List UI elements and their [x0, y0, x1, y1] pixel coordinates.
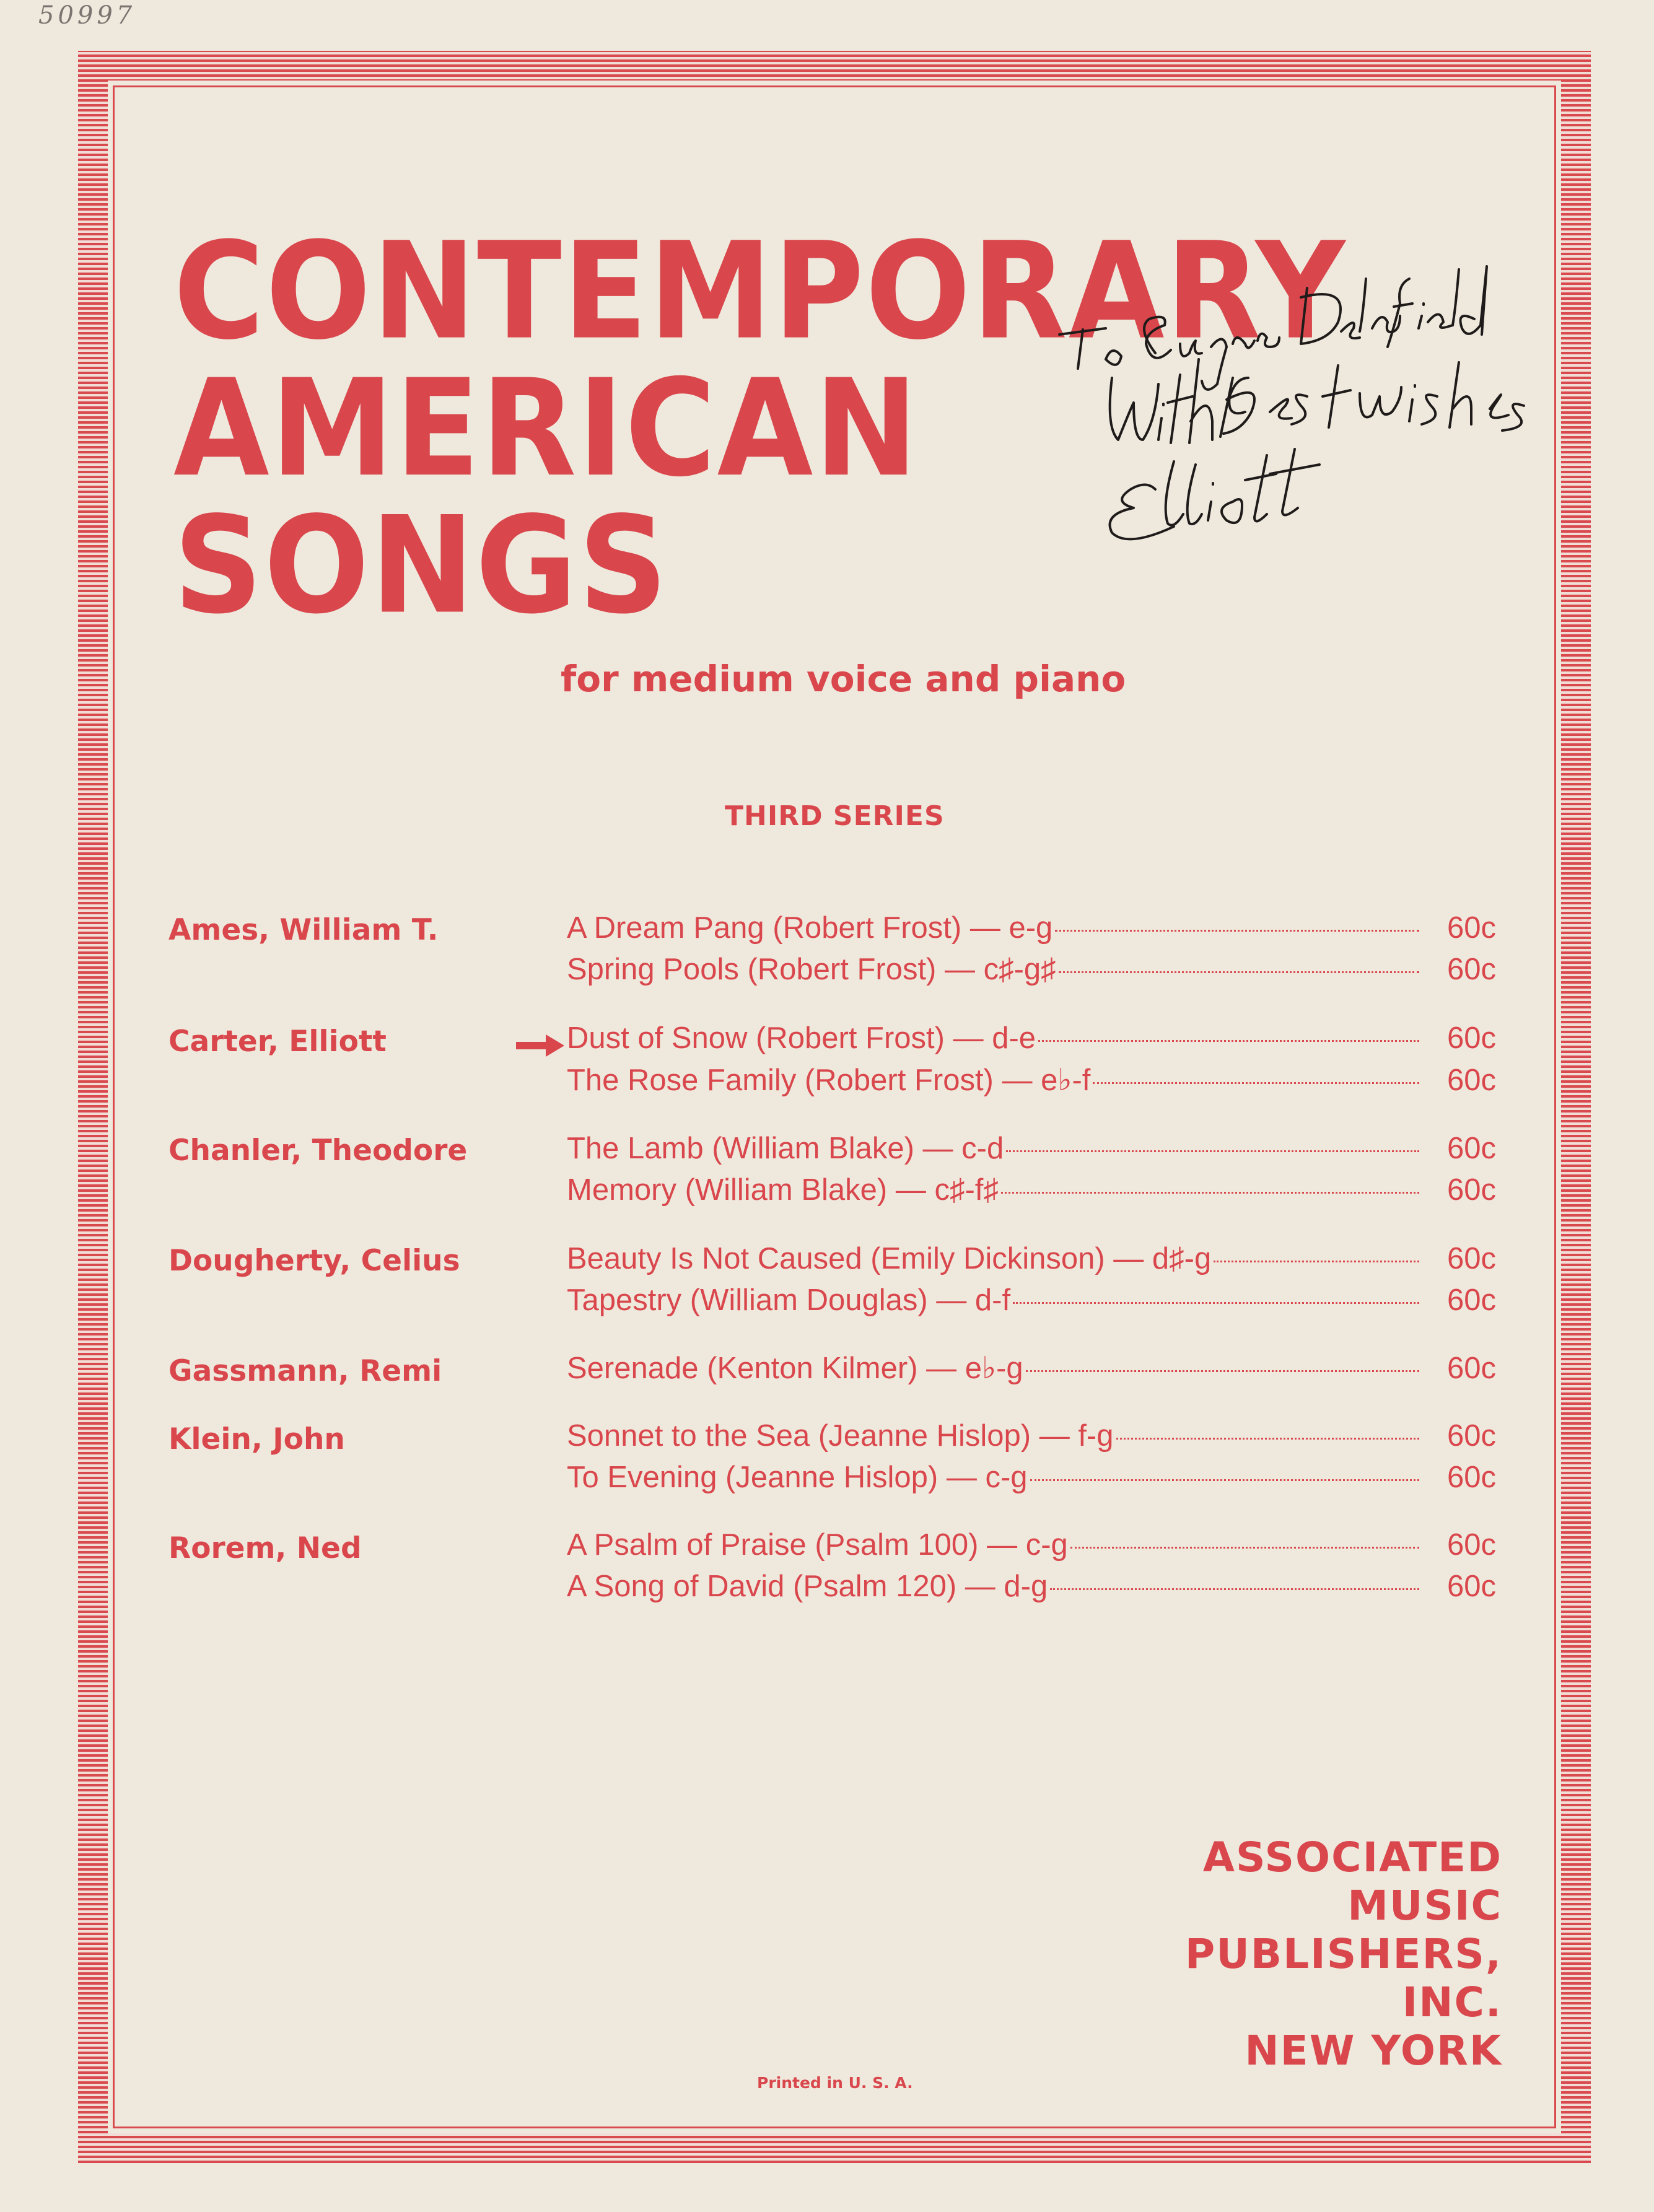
- song-row: [567, 1419, 1496, 1457]
- song-row: [567, 911, 1496, 949]
- catalog-number: 50997: [38, 1, 136, 30]
- title-line-1: CONTEMPORARY: [173, 213, 1347, 370]
- song-title: A Psalm of Praise (Psalm 100) — c-g: [567, 1528, 1068, 1562]
- song-title: Serenade (Kenton Kilmer) — e♭-g: [567, 1352, 1023, 1385]
- publisher-line-2: PUBLISHERS, INC.: [1184, 1930, 1502, 2026]
- composer-rorem: Rorem, Ned: [168, 1531, 362, 1565]
- song-price: 60c: [1446, 911, 1496, 945]
- song-title: Memory (William Blake) — c♯-f♯: [567, 1173, 999, 1207]
- song-row: [567, 952, 1496, 990]
- title-line-3: SONGS: [173, 487, 669, 644]
- inscription-signature-drawing: [1047, 242, 1580, 588]
- publisher-imprint: [1106, 1834, 1502, 2075]
- song-title: A Dream Pang (Robert Frost) — e-g: [567, 911, 1053, 945]
- dot-leader: [1116, 1438, 1419, 1440]
- dot-leader: [1214, 1261, 1419, 1262]
- composer-chanler: Chanler, Theodore: [168, 1134, 468, 1168]
- dot-leader: [1038, 1040, 1419, 1042]
- song-row: [567, 1460, 1496, 1498]
- song-price: 60c: [1446, 1064, 1496, 1097]
- song-price: 60c: [1446, 1528, 1496, 1562]
- song-price: 60c: [1446, 1242, 1496, 1275]
- title-line-2: AMERICAN: [173, 351, 919, 507]
- song-price: 60c: [1446, 1419, 1496, 1453]
- composer-ames: Ames, William T.: [168, 913, 439, 947]
- song-row: [567, 1283, 1496, 1321]
- song-row: [567, 1241, 1496, 1280]
- song-title: Spring Pools (Robert Frost) — c♯-g♯: [567, 953, 1056, 986]
- song-price: 60c: [1446, 1173, 1496, 1207]
- composer-klein: Klein, John: [168, 1422, 345, 1456]
- composer-dougherty: Dougherty, Celius: [168, 1244, 460, 1278]
- song-row: [567, 1173, 1496, 1211]
- dot-leader: [1001, 1192, 1419, 1194]
- song-title: Dust of Snow (Robert Frost) — d-e: [567, 1021, 1036, 1055]
- song-row: [567, 1021, 1496, 1059]
- song-price: 60c: [1446, 1021, 1496, 1055]
- song-title: A Song of David (Psalm 120) — d-g: [567, 1570, 1048, 1603]
- dot-leader: [1050, 1588, 1419, 1590]
- series-heading: THIRD SERIES: [725, 800, 945, 832]
- song-row: [567, 1528, 1496, 1566]
- song-title: Beauty Is Not Caused (Emily Dickinson) — d♯-g: [567, 1242, 1212, 1275]
- song-row: [567, 1569, 1496, 1607]
- dot-leader: [1030, 1479, 1419, 1481]
- song-row: [567, 1350, 1496, 1389]
- song-price: 60c: [1446, 1283, 1496, 1317]
- arrow-pointer-icon: [516, 1033, 566, 1058]
- song-price: 60c: [1446, 1352, 1496, 1385]
- publisher-line-1: ASSOCIATED MUSIC: [1202, 1834, 1502, 1930]
- publisher-line-3: NEW YORK: [1245, 2027, 1502, 2074]
- dot-leader: [1070, 1547, 1419, 1549]
- dot-leader: [1006, 1150, 1419, 1152]
- song-row: [567, 1131, 1496, 1169]
- printed-in-usa-note: Printed in U. S. A.: [757, 2074, 913, 2092]
- song-price: 60c: [1446, 1461, 1496, 1494]
- dot-leader: [1059, 971, 1419, 973]
- dot-leader: [1013, 1302, 1419, 1304]
- song-price: 60c: [1446, 1570, 1496, 1603]
- song-title: To Evening (Jeanne Hislop) — c-g: [567, 1461, 1028, 1494]
- handwritten-inscription: [1047, 242, 1580, 588]
- dot-leader: [1055, 930, 1419, 932]
- song-title: The Rose Family (Robert Frost) — e♭-f: [567, 1064, 1091, 1097]
- song-row: [567, 1062, 1496, 1101]
- dot-leader: [1026, 1370, 1419, 1372]
- song-title: Tapestry (William Douglas) — d-f: [567, 1283, 1011, 1317]
- song-title: Sonnet to the Sea (Jeanne Hislop) — f-g: [567, 1419, 1114, 1453]
- song-price: 60c: [1446, 1132, 1496, 1165]
- song-price: 60c: [1446, 953, 1496, 986]
- composer-gassmann: Gassmann, Remi: [168, 1354, 442, 1388]
- dot-leader: [1093, 1082, 1419, 1084]
- composer-carter: Carter, Elliott: [168, 1025, 387, 1059]
- subtitle: for medium voice and piano: [561, 658, 1126, 700]
- song-title: The Lamb (William Blake) — c-d: [567, 1132, 1004, 1165]
